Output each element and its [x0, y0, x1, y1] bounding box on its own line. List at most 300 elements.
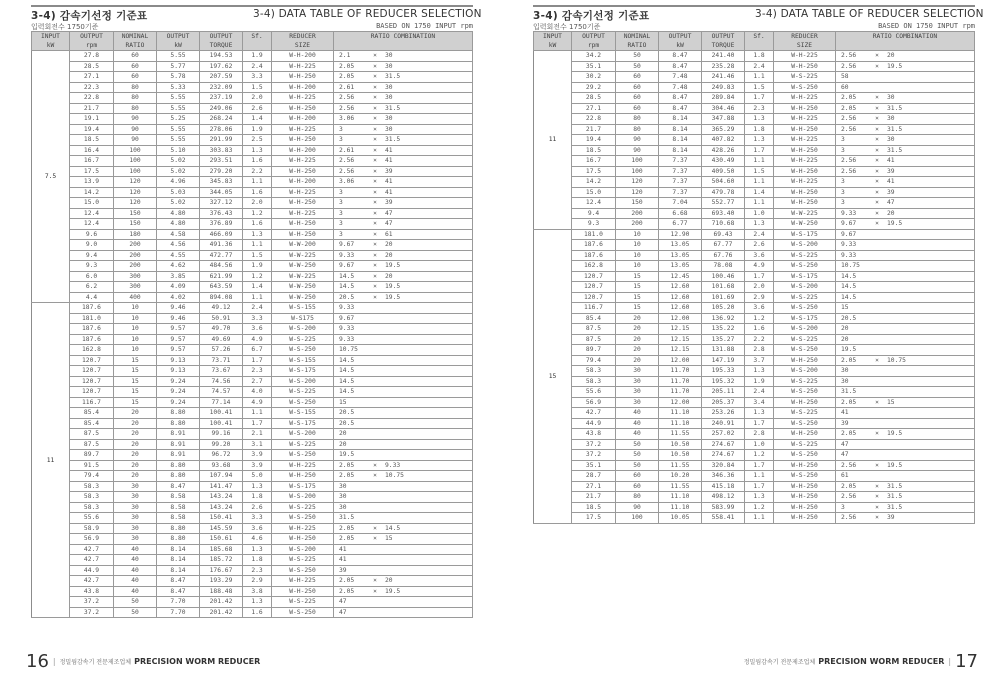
- ratio-combination-cell: [334, 471, 473, 482]
- ratio-primary: 3: [841, 188, 845, 196]
- ratio-combination-cell: [334, 271, 473, 282]
- output-kw-cell: 8.14: [659, 124, 702, 135]
- ratio-secondary: 19.5: [887, 430, 903, 438]
- table-row: [32, 586, 473, 597]
- ratio-secondary: 47: [385, 209, 393, 217]
- output-rpm-cell: 120.7: [70, 387, 114, 398]
- table-row: [534, 334, 975, 345]
- output-torque-cell: 320.84: [702, 460, 745, 471]
- output-torque-cell: 237.19: [200, 93, 243, 104]
- ratio-primary: 2.05: [339, 535, 355, 543]
- output-torque-cell: 73.67: [200, 366, 243, 377]
- multiply-sign: ×: [373, 230, 377, 238]
- table-row: [32, 61, 473, 72]
- header-line: OUTPUT: [711, 33, 735, 40]
- ratio-primary: 14.5: [841, 272, 857, 280]
- output-kw-cell: 12.60: [659, 282, 702, 293]
- header-line: [334, 41, 472, 50]
- column-header-output-torque: [200, 32, 243, 51]
- output-rpm-cell: 22.3: [70, 82, 114, 93]
- output-kw-cell: 8.91: [157, 439, 200, 450]
- reducer-size-cell: W-S-175: [774, 229, 836, 240]
- reducer-size-cell: W-H-250: [774, 492, 836, 503]
- reducer-size-cell: W-H-225: [774, 93, 836, 104]
- ratio-primary: 20: [339, 440, 347, 448]
- ratio-combination-cell: [836, 51, 975, 62]
- nominal-ratio-cell: 80: [616, 124, 659, 135]
- output-torque-cell: 185.68: [200, 544, 243, 555]
- ratio-combination-cell: [334, 292, 473, 303]
- output-rpm-cell: 16.7: [572, 156, 616, 167]
- ratio-primary: 2.56: [339, 157, 355, 165]
- ratio-primary: 14.5: [339, 388, 355, 396]
- ratio-primary: 9.33: [339, 251, 355, 259]
- subtitle-english: BASED ON 1750 INPUT rpm: [376, 22, 473, 30]
- output-torque-cell: 67.76: [702, 250, 745, 261]
- output-kw-cell: 4.62: [157, 261, 200, 272]
- ratio-secondary: 15: [887, 398, 895, 406]
- output-rpm-cell: 187.6: [70, 334, 114, 345]
- ratio-combination-cell: [334, 250, 473, 261]
- output-rpm-cell: 9.3: [70, 261, 114, 272]
- output-kw-cell: 7.70: [157, 607, 200, 618]
- output-torque-cell: 49.12: [200, 303, 243, 314]
- table-row: [534, 93, 975, 104]
- output-torque-cell: 304.46: [702, 103, 745, 114]
- reducer-size-cell: W-S-250: [774, 303, 836, 314]
- output-rpm-cell: 15.0: [70, 198, 114, 209]
- table-row: [534, 114, 975, 125]
- multiply-sign: ×: [373, 577, 377, 585]
- output-kw-cell: 4.58: [157, 229, 200, 240]
- ratio-combination-cell: [836, 282, 975, 293]
- output-torque-cell: 105.20: [702, 303, 745, 314]
- reducer-size-cell: W-H-250: [774, 513, 836, 524]
- nominal-ratio-cell: 50: [616, 51, 659, 62]
- reducer-size-cell: W-S-225: [774, 72, 836, 83]
- ratio-secondary: 47: [887, 199, 895, 207]
- ratio-combination-cell: [334, 597, 473, 608]
- ratio-primary: 2.05: [339, 577, 355, 585]
- output-torque-cell: 193.29: [200, 576, 243, 587]
- table-row: [32, 355, 473, 366]
- nominal-ratio-cell: 40: [616, 418, 659, 429]
- table-header: [32, 32, 473, 51]
- output-torque-cell: 693.40: [702, 208, 745, 219]
- sf-cell: 1.6: [243, 607, 272, 618]
- table-row: [32, 145, 473, 156]
- nominal-ratio-cell: 400: [114, 292, 157, 303]
- multiply-sign: ×: [373, 251, 377, 259]
- multiply-sign: ×: [875, 104, 879, 112]
- header-line: [836, 41, 974, 50]
- sf-cell: 2.3: [745, 103, 774, 114]
- output-torque-cell: 135.27: [702, 334, 745, 345]
- reducer-size-cell: W-S175: [272, 313, 334, 324]
- output-rpm-cell: 162.8: [572, 261, 616, 272]
- ratio-combination-cell: [836, 271, 975, 282]
- nominal-ratio-cell: 90: [114, 114, 157, 125]
- reducer-size-cell: W-W-225: [774, 208, 836, 219]
- header-line: TORQUE: [209, 42, 233, 49]
- multiply-sign: ×: [373, 272, 377, 280]
- table-row: [32, 471, 473, 482]
- sf-cell: 3.8: [243, 586, 272, 597]
- nominal-ratio-cell: 15: [114, 376, 157, 387]
- sf-cell: 1.9: [243, 51, 272, 62]
- ratio-primary: 2.56: [841, 461, 857, 469]
- output-kw-cell: 8.80: [157, 523, 200, 534]
- ratio-primary: 2.05: [339, 524, 355, 532]
- output-kw-cell: 4.80: [157, 208, 200, 219]
- output-rpm-cell: 12.4: [70, 219, 114, 230]
- column-header-reducer-size: [774, 32, 836, 51]
- nominal-ratio-cell: 40: [616, 429, 659, 440]
- ratio-combination-cell: [334, 103, 473, 114]
- ratio-primary: 14.5: [339, 272, 355, 280]
- table-row: [534, 471, 975, 482]
- reducer-size-cell: W-S-225: [272, 597, 334, 608]
- ratio-primary: 47: [841, 440, 849, 448]
- ratio-primary: 2.61: [339, 146, 355, 154]
- table-row: [32, 219, 473, 230]
- sf-cell: 1.1: [243, 240, 272, 251]
- output-kw-cell: 4.80: [157, 219, 200, 230]
- output-rpm-cell: 37.2: [572, 439, 616, 450]
- multiply-sign: ×: [875, 503, 879, 511]
- output-rpm-cell: 21.7: [572, 124, 616, 135]
- reducer-size-cell: W-S-175: [272, 418, 334, 429]
- output-kw-cell: 9.46: [157, 313, 200, 324]
- ratio-primary: 2.05: [841, 356, 857, 364]
- table-row: [32, 271, 473, 282]
- ratio-primary: 30: [339, 503, 347, 511]
- ratio-primary: 2.56: [841, 167, 857, 175]
- reducer-size-cell: W-W-200: [272, 240, 334, 251]
- table-row: [32, 198, 473, 209]
- sf-cell: 2.2: [243, 166, 272, 177]
- table-row: [32, 366, 473, 377]
- output-kw-cell: 8.47: [659, 103, 702, 114]
- reducer-size-cell: W-S-250: [272, 513, 334, 524]
- output-rpm-cell: 44.9: [572, 418, 616, 429]
- reducer-size-cell: W-H-250: [272, 166, 334, 177]
- nominal-ratio-cell: 15: [616, 282, 659, 293]
- output-rpm-cell: 37.2: [70, 597, 114, 608]
- multiply-sign: ×: [875, 209, 879, 217]
- output-kw-cell: 5.77: [157, 61, 200, 72]
- output-torque-cell: 291.99: [200, 135, 243, 146]
- output-torque-cell: 289.84: [702, 93, 745, 104]
- nominal-ratio-cell: 60: [114, 72, 157, 83]
- reducer-size-cell: W-H-225: [272, 576, 334, 587]
- output-rpm-cell: 21.7: [572, 492, 616, 503]
- reducer-size-cell: W-H-225: [272, 187, 334, 198]
- output-rpm-cell: 42.7: [70, 576, 114, 587]
- ratio-primary: 2.05: [841, 430, 857, 438]
- sf-cell: 1.3: [243, 544, 272, 555]
- ratio-primary: 15: [339, 398, 347, 406]
- table-row: [534, 271, 975, 282]
- table-row: [534, 492, 975, 503]
- output-kw-cell: 12.45: [659, 271, 702, 282]
- nominal-ratio-cell: 15: [114, 366, 157, 377]
- nominal-ratio-cell: 30: [114, 492, 157, 503]
- output-torque-cell: 376.89: [200, 219, 243, 230]
- output-kw-cell: 5.33: [157, 82, 200, 93]
- reducer-size-cell: W-S-225: [272, 387, 334, 398]
- output-kw-cell: 4.02: [157, 292, 200, 303]
- column-header-output-torque: [702, 32, 745, 51]
- reducer-size-cell: W-S-155: [272, 408, 334, 419]
- header-line: RATIO COMBINATION: [872, 33, 938, 40]
- sf-cell: 4.9: [745, 261, 774, 272]
- footer-right: [744, 651, 978, 672]
- output-torque-cell: 205.11: [702, 387, 745, 398]
- sf-cell: 2.0: [745, 282, 774, 293]
- output-rpm-cell: 17.5: [572, 166, 616, 177]
- ratio-primary: 2.61: [339, 83, 355, 91]
- header-row: [534, 32, 975, 51]
- nominal-ratio-cell: 180: [114, 229, 157, 240]
- multiply-sign: ×: [875, 188, 879, 196]
- table-row: [32, 156, 473, 167]
- output-torque-cell: 415.18: [702, 481, 745, 492]
- sf-cell: 1.8: [745, 51, 774, 62]
- ratio-primary: 14.5: [339, 377, 355, 385]
- sf-cell: 3.6: [745, 250, 774, 261]
- output-kw-cell: 8.58: [157, 492, 200, 503]
- sf-cell: 1.3: [745, 135, 774, 146]
- ratio-primary: 14.5: [841, 283, 857, 291]
- ratio-primary: 9.33: [339, 335, 355, 343]
- table-row: [534, 61, 975, 72]
- multiply-sign: ×: [373, 524, 377, 532]
- ratio-combination-cell: [836, 324, 975, 335]
- ratio-combination-cell: [334, 61, 473, 72]
- reducer-size-cell: W-H-250: [272, 471, 334, 482]
- output-kw-cell: 12.15: [659, 324, 702, 335]
- output-rpm-cell: 187.6: [70, 303, 114, 314]
- ratio-primary: 58: [841, 73, 849, 81]
- ratio-combination-cell: [836, 460, 975, 471]
- ratio-primary: 14.5: [841, 293, 857, 301]
- reducer-size-cell: W-S-200: [272, 492, 334, 503]
- reducer-size-cell: W-S-200: [774, 324, 836, 335]
- ratio-primary: 39: [339, 566, 347, 574]
- ratio-combination-cell: [334, 450, 473, 461]
- output-rpm-cell: 6.2: [70, 282, 114, 293]
- multiply-sign: ×: [373, 220, 377, 228]
- nominal-ratio-cell: 30: [616, 397, 659, 408]
- sf-cell: 1.7: [745, 271, 774, 282]
- multiply-sign: ×: [373, 104, 377, 112]
- nominal-ratio-cell: 30: [114, 502, 157, 513]
- ratio-primary: 9.67: [339, 241, 355, 249]
- nominal-ratio-cell: 20: [616, 345, 659, 356]
- output-kw-cell: 8.80: [157, 418, 200, 429]
- multiply-sign: ×: [373, 535, 377, 543]
- ratio-primary: 3: [841, 136, 845, 144]
- table-row: [32, 282, 473, 293]
- reducer-size-cell: W-H-250: [272, 103, 334, 114]
- output-rpm-cell: 79.4: [70, 471, 114, 482]
- output-rpm-cell: 18.5: [70, 135, 114, 146]
- multiply-sign: ×: [875, 167, 879, 175]
- reducer-size-cell: W-H-225: [272, 156, 334, 167]
- ratio-combination-cell: [836, 502, 975, 513]
- ratio-primary: 2.05: [841, 482, 857, 490]
- output-torque-cell: 472.77: [200, 250, 243, 261]
- nominal-ratio-cell: 15: [114, 387, 157, 398]
- table-row: [32, 166, 473, 177]
- output-kw-cell: 8.91: [157, 429, 200, 440]
- nominal-ratio-cell: 60: [114, 51, 157, 62]
- table-row: [32, 387, 473, 398]
- output-torque-cell: 197.62: [200, 61, 243, 72]
- header-line: rpm: [85, 42, 98, 49]
- nominal-ratio-cell: 120: [616, 177, 659, 188]
- ratio-primary: 2.05: [841, 104, 857, 112]
- reducer-size-cell: W-S-250: [272, 345, 334, 356]
- table-row: [32, 114, 473, 125]
- output-torque-cell: 279.20: [200, 166, 243, 177]
- table-row: [32, 313, 473, 324]
- nominal-ratio-cell: 100: [114, 166, 157, 177]
- reducer-size-cell: W-H-250: [774, 429, 836, 440]
- nominal-ratio-cell: 200: [114, 240, 157, 251]
- reducer-size-cell: W-S-175: [272, 481, 334, 492]
- reducer-size-cell: W-H-250: [774, 481, 836, 492]
- input-kw-cell: 11: [32, 303, 70, 618]
- output-torque-cell: 205.37: [702, 397, 745, 408]
- header-line: OUTPUT: [166, 33, 190, 40]
- output-kw-cell: 7.48: [659, 82, 702, 93]
- ratio-secondary: 41: [385, 146, 393, 154]
- output-kw-cell: 8.58: [157, 513, 200, 524]
- table-row: [534, 135, 975, 146]
- table-row: [534, 177, 975, 188]
- output-rpm-cell: 55.6: [572, 387, 616, 398]
- output-kw-cell: 8.47: [659, 51, 702, 62]
- output-kw-cell: 12.90: [659, 229, 702, 240]
- output-torque-cell: 49.70: [200, 324, 243, 335]
- sf-cell: 1.2: [745, 313, 774, 324]
- nominal-ratio-cell: 30: [114, 481, 157, 492]
- sf-cell: 2.9: [745, 292, 774, 303]
- output-rpm-cell: 55.6: [70, 513, 114, 524]
- output-kw-cell: 11.70: [659, 366, 702, 377]
- output-rpm-cell: 85.4: [70, 418, 114, 429]
- reducer-size-cell: W-S-250: [774, 345, 836, 356]
- sf-cell: 3.9: [243, 460, 272, 471]
- output-torque-cell: 293.51: [200, 156, 243, 167]
- reducer-size-cell: W-H-250: [272, 219, 334, 230]
- output-rpm-cell: 181.0: [70, 313, 114, 324]
- ratio-secondary: 41: [385, 178, 393, 186]
- column-header-ratio-combination: [836, 32, 975, 51]
- nominal-ratio-cell: 150: [114, 219, 157, 230]
- output-rpm-cell: 58.9: [70, 523, 114, 534]
- ratio-combination-cell: [836, 114, 975, 125]
- output-rpm-cell: 27.1: [572, 103, 616, 114]
- multiply-sign: ×: [875, 136, 879, 144]
- output-kw-cell: 8.80: [157, 408, 200, 419]
- ratio-primary: 2.05: [339, 62, 355, 70]
- sf-cell: 1.8: [243, 492, 272, 503]
- sf-cell: 1.3: [745, 219, 774, 230]
- output-kw-cell: 10.50: [659, 450, 702, 461]
- output-kw-cell: 8.80: [157, 471, 200, 482]
- output-kw-cell: 12.00: [659, 355, 702, 366]
- reducer-size-cell: W-S-250: [272, 565, 334, 576]
- ratio-primary: 2.56: [841, 115, 857, 123]
- table-row: [32, 240, 473, 251]
- ratio-secondary: 30: [385, 83, 393, 91]
- footer-company-korean: 정밀웜감속기 전문제조업체: [743, 659, 816, 666]
- ratio-secondary: 31.5: [887, 125, 903, 133]
- sf-cell: 1.3: [745, 114, 774, 125]
- output-rpm-cell: 87.5: [70, 439, 114, 450]
- header-line: [745, 41, 773, 50]
- ratio-secondary: 19.5: [887, 461, 903, 469]
- table-row: [534, 418, 975, 429]
- ratio-combination-cell: [334, 366, 473, 377]
- output-rpm-cell: 28.5: [70, 61, 114, 72]
- output-rpm-cell: 44.9: [70, 565, 114, 576]
- output-torque-cell: 96.72: [200, 450, 243, 461]
- output-kw-cell: 8.58: [157, 502, 200, 513]
- output-kw-cell: 10.05: [659, 513, 702, 524]
- nominal-ratio-cell: 120: [114, 177, 157, 188]
- output-rpm-cell: 187.6: [572, 250, 616, 261]
- ratio-combination-cell: [334, 439, 473, 450]
- ratio-primary: 3: [339, 188, 343, 196]
- output-rpm-cell: 87.5: [572, 334, 616, 345]
- table-row: [534, 397, 975, 408]
- reducer-size-cell: W-S-250: [774, 418, 836, 429]
- ratio-primary: 10.75: [841, 262, 860, 270]
- output-rpm-cell: 43.8: [572, 429, 616, 440]
- output-torque-cell: 407.82: [702, 135, 745, 146]
- nominal-ratio-cell: 20: [114, 429, 157, 440]
- reducer-size-cell: W-W-225: [272, 250, 334, 261]
- ratio-primary: 3: [841, 503, 845, 511]
- output-rpm-cell: 87.5: [572, 324, 616, 335]
- page-number: 17: [955, 651, 978, 672]
- nominal-ratio-cell: 15: [114, 355, 157, 366]
- ratio-secondary: 30: [385, 52, 393, 60]
- output-torque-cell: 69.43: [702, 229, 745, 240]
- sf-cell: 2.2: [745, 334, 774, 345]
- output-torque-cell: 249.06: [200, 103, 243, 114]
- output-torque-cell: 207.59: [200, 72, 243, 83]
- output-rpm-cell: 6.0: [70, 271, 114, 282]
- output-kw-cell: 5.55: [157, 135, 200, 146]
- ratio-primary: 20.5: [339, 293, 355, 301]
- ratio-primary: 2.56: [841, 493, 857, 501]
- subtitle-korean: 입력회전수 1750기준: [533, 23, 601, 31]
- nominal-ratio-cell: 50: [114, 597, 157, 608]
- output-kw-cell: 12.15: [659, 345, 702, 356]
- ratio-combination-cell: [836, 250, 975, 261]
- ratio-secondary: 31.5: [887, 503, 903, 511]
- reducer-size-cell: W-H-200: [272, 177, 334, 188]
- reducer-size-cell: W-H-225: [774, 135, 836, 146]
- ratio-secondary: 31.5: [887, 493, 903, 501]
- sf-cell: 1.8: [745, 124, 774, 135]
- header-line: RATIO: [125, 42, 145, 49]
